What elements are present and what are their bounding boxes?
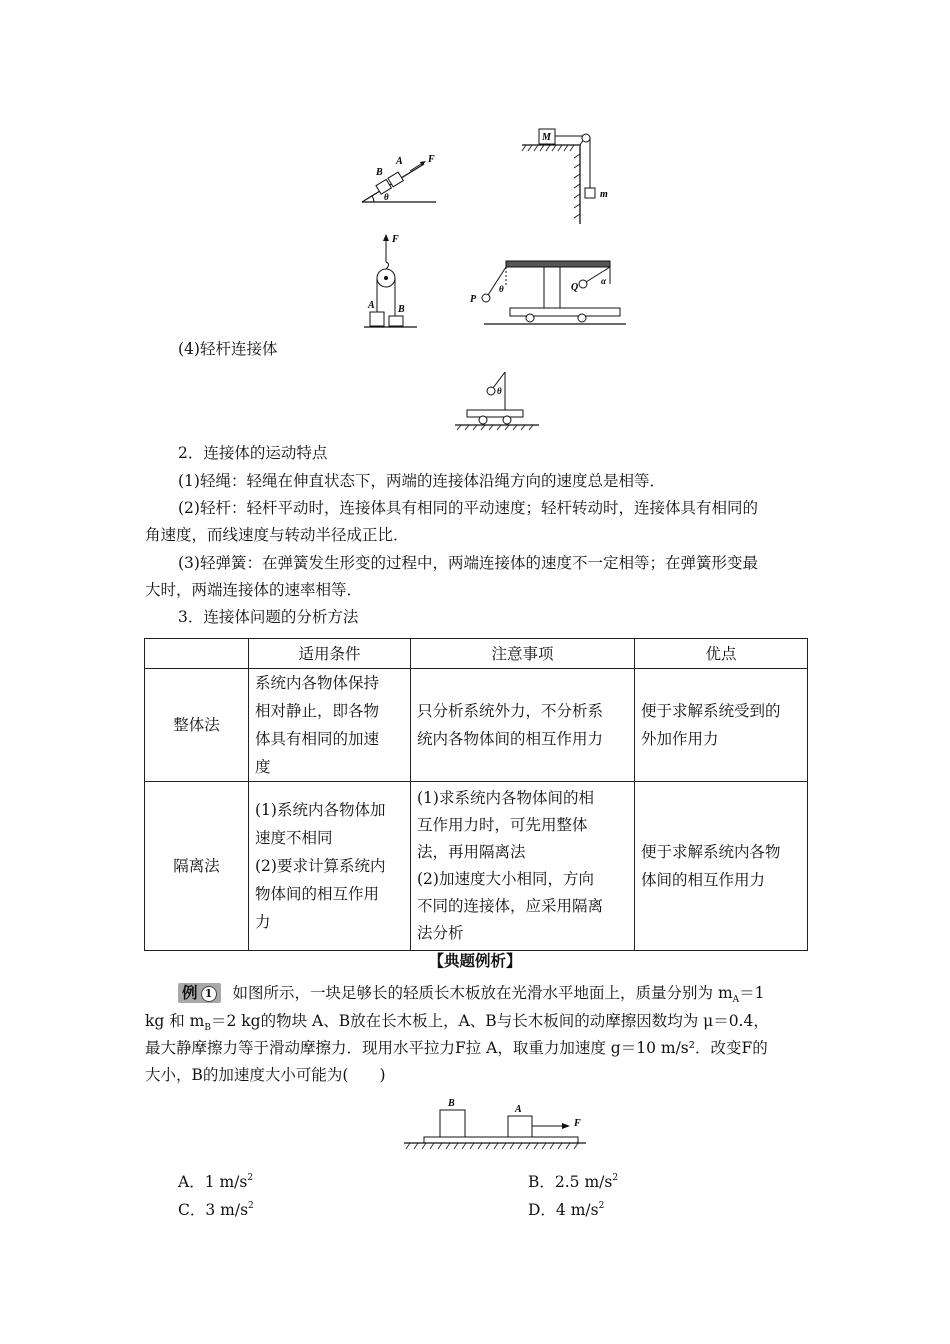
board-label-f: F: [574, 1118, 581, 1129]
example-sub: A: [732, 995, 740, 1006]
notes-cell: [411, 669, 635, 782]
cart-pendulum-figure: [468, 252, 628, 332]
table-header-row: [145, 639, 808, 669]
pulley-label-b: B: [398, 304, 405, 315]
cell-line: 法，再用隔离法: [417, 843, 526, 861]
cell-line: 统内各物体间的相互作用力: [417, 730, 604, 748]
section-3-title: 3．连接体问题的分析方法: [178, 608, 359, 626]
incline-label-theta: θ: [384, 192, 389, 202]
pulley-label-f: F: [392, 234, 399, 245]
section-2-p2-line2: 角速度，而线速度与转动半径成正比．: [145, 526, 409, 544]
board-label-b: B: [448, 1098, 455, 1109]
board-label-a: A: [515, 1104, 522, 1115]
method-name: 隔离法: [145, 782, 249, 951]
section-4-title: (4)轻杆连接体: [178, 340, 278, 358]
section-2-p3-line2: 大时，两端连接体的速率相等．: [145, 581, 363, 599]
pulley-lift-figure: [362, 232, 422, 332]
option-sup: 2: [598, 1201, 605, 1211]
example-line-4: 大小，B的加速度大小可能为( ): [145, 1066, 386, 1084]
cell-line: 度: [255, 758, 271, 776]
section-heading: 【典题例析】: [428, 951, 522, 970]
cell-line: 外加作用力: [641, 730, 719, 748]
example-line-1: [178, 982, 765, 1011]
cell-line: 只分析系统外力，不分析系: [417, 702, 604, 720]
table-header-condition: 适用条件: [249, 639, 411, 669]
notes-cell: [411, 782, 635, 951]
cell-line: 便于求解系统受到的: [641, 702, 781, 720]
cart-label-alpha: α: [601, 276, 606, 286]
option-d[interactable]: [528, 1198, 604, 1220]
option-label: D．4 m/s: [528, 1201, 599, 1219]
section-2-p1: (1)轻绳：轻绳在伸直状态下，两端的连接体沿绳方向的速度总是相等．: [178, 472, 665, 490]
incline-label-b: B: [376, 167, 383, 178]
table-row: [145, 669, 808, 782]
cell-line: 系统内各物体保持: [255, 674, 380, 692]
cell-line: (2)加速度大小相同，方向: [417, 870, 594, 888]
table-header-notes: 注意事项: [411, 639, 635, 669]
table-header-empty: [145, 639, 249, 669]
option-sup: 2: [248, 1201, 254, 1211]
rod-label-theta: θ: [497, 386, 502, 396]
example-badge-label: 例: [182, 983, 198, 1002]
cell-line: (1)求系统内各物体间的相: [417, 789, 594, 807]
cart-label-p: P: [470, 294, 477, 305]
cell-line: 法分析: [417, 924, 464, 942]
example-text: ＝1: [739, 984, 765, 1002]
condition-cell: [249, 782, 411, 951]
cell-line: 便于求解系统内各物: [641, 843, 781, 861]
example-sub: B: [204, 1023, 211, 1034]
option-label: B．2.5 m/s: [528, 1173, 613, 1191]
rod-cart-figure: [453, 368, 543, 434]
cell-line: 体具有相同的加速: [255, 730, 380, 748]
cell-line: 速度不相同: [255, 829, 333, 847]
cell-line: (2)要求计算系统内: [255, 857, 386, 875]
example-text: 如图所示，一块足够长的轻质长木板放在光滑水平地面上，质量分别为 m: [232, 984, 733, 1002]
table-label-m-small: m: [600, 189, 608, 200]
advantage-cell: [635, 782, 808, 951]
cell-line: 物体间的相互作用: [255, 885, 380, 903]
cell-line: 互作用力时，可先用整体: [417, 816, 588, 834]
table-label-m-big: M: [542, 132, 551, 143]
example-badge: [178, 983, 221, 1003]
table-pulley-figure: [520, 124, 620, 226]
example-line-2: [145, 1010, 769, 1039]
pulley-label-a: A: [368, 300, 375, 311]
option-label: C．3 m/s: [178, 1201, 249, 1219]
incline-label-a: A: [396, 156, 403, 167]
example-badge-number: 1: [201, 986, 217, 1002]
section-2-title: 2．连接体的运动特点: [178, 444, 328, 462]
incline-label-f: F: [428, 154, 435, 165]
method-name: 整体法: [145, 669, 249, 782]
methods-table: [144, 638, 808, 951]
option-a[interactable]: [178, 1170, 253, 1192]
incline-figure: [360, 150, 440, 210]
section-2-p2-line1: (2)轻杆：轻杆平动时，连接体具有相同的平动速度；轻杆转动时，连接体具有相同的: [178, 499, 758, 517]
table-row: [145, 782, 808, 951]
condition-cell: [249, 669, 411, 782]
option-b[interactable]: [528, 1170, 618, 1192]
example-board-figure: [400, 1096, 590, 1156]
table-header-advantage: 优点: [635, 639, 808, 669]
example-line-3: 最大静摩擦力等于滑动摩擦力．现用水平拉力F拉 A，取重力加速度 g＝10 m/s²．改变F的: [145, 1039, 768, 1057]
option-c[interactable]: [178, 1198, 254, 1220]
option-sup: 2: [247, 1173, 254, 1183]
advantage-cell: [635, 669, 808, 782]
cell-line: 体间的相互作用力: [641, 871, 766, 889]
option-label: A．1 m/s: [178, 1173, 248, 1191]
option-sup: 2: [612, 1173, 619, 1183]
example-text: kg 和 m: [145, 1012, 205, 1030]
cell-line: 不同的连接体，应采用隔离: [417, 897, 604, 915]
cell-line: (1)系统内各物体加: [255, 801, 386, 819]
cart-label-q: Q: [571, 282, 579, 293]
cell-line: 力: [255, 913, 271, 931]
cart-label-theta: θ: [499, 284, 504, 294]
section-2-p3-line1: (3)轻弹簧：在弹簧发生形变的过程中，两端连接体的速度不一定相等；在弹簧形变最: [178, 554, 758, 572]
example-text: ＝2 kg的物块 A、B放在长木板上，A、B与长木板间的动摩擦因数均为 μ＝0.4，: [211, 1012, 769, 1030]
cell-line: 相对静止，即各物: [255, 702, 380, 720]
